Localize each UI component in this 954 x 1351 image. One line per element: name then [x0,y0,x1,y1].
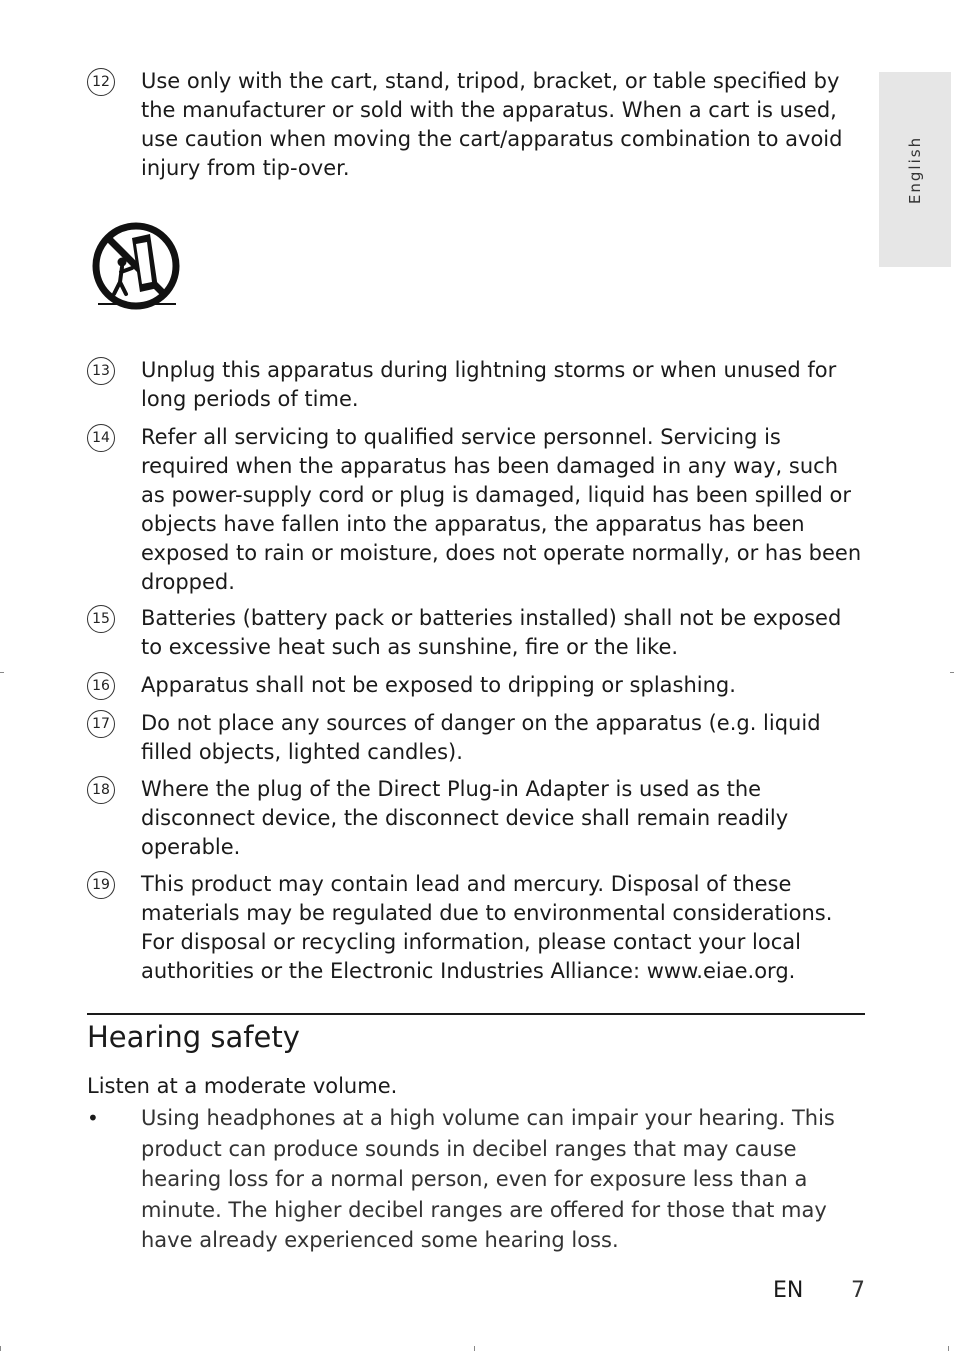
crop-mark [474,1346,475,1351]
item-number-badge: 12 [87,68,115,96]
item-text: Unplug this apparatus during lightning storms or when unused for long periods of time. [141,358,837,411]
page-number: 7 [851,1278,865,1303]
item-text: Batteries (battery pack or batteries installed) shall not be exposed to excessive heat such as sunshine, fire or the like. [141,606,842,659]
footer-language: EN [773,1278,804,1303]
item-number-badge: 16 [87,672,115,700]
section-divider [87,1013,865,1015]
language-tab-label: English [906,135,924,204]
section-heading: Hearing safety [87,1020,300,1054]
language-tab [879,72,951,267]
crop-mark [950,672,954,673]
crop-mark [0,672,4,673]
crop-mark [0,1346,1,1351]
item-number-badge: 14 [87,424,115,452]
item-number-badge: 13 [87,357,115,385]
item-number-badge: 17 [87,710,115,738]
section-lead: Listen at a moderate volume. [87,1074,398,1098]
crop-mark [948,1346,949,1351]
item-number-badge: 15 [87,605,115,633]
item-text: This product may contain lead and mercury. Disposal of these materials may be regulated due to environmental considerations. For disposal or recycling information, please contact your local authorities or the Electronic Industries Alliance: www.eiae.org. [141,872,833,983]
item-text: Use only with the cart, stand, tripod, bracket, or table specified by the manufacturer or sold with the apparatus. When a cart is used, use caution when moving the cart/apparatus combination to avoid injury from tip-over. [141,69,843,180]
cart-tip-over-warning-icon [92,222,182,310]
item-text: Refer all servicing to qualified service personnel. Servicing is required when the apparatus has been damaged in any way, such as power-supply cord or plug is damaged, liquid has been spilled or objects have fallen into the apparatus, the apparatus has been exposed to rain or moisture, does not operate normally, or has been dropped. [141,425,862,594]
item-text: Apparatus shall not be exposed to dripping or splashing. [141,673,736,697]
item-text: Do not place any sources of danger on the apparatus (e.g. liquid filled objects, lighted candles). [141,711,821,764]
bullet-text: Using headphones at a high volume can impair your hearing. This product can produce sounds in decibel ranges that may cause hearing loss for a normal person, even for exposure less than a minute. The higher decibel ranges are offered for those that may have already experienced some hearing loss. [141,1106,835,1252]
bullet-icon: • [87,1106,99,1130]
item-number-badge: 19 [87,871,115,899]
item-text: Where the plug of the Direct Plug-in Adapter is used as the disconnect device, the disconnect device shall remain readily operable. [141,777,789,859]
item-number-badge: 18 [87,776,115,804]
